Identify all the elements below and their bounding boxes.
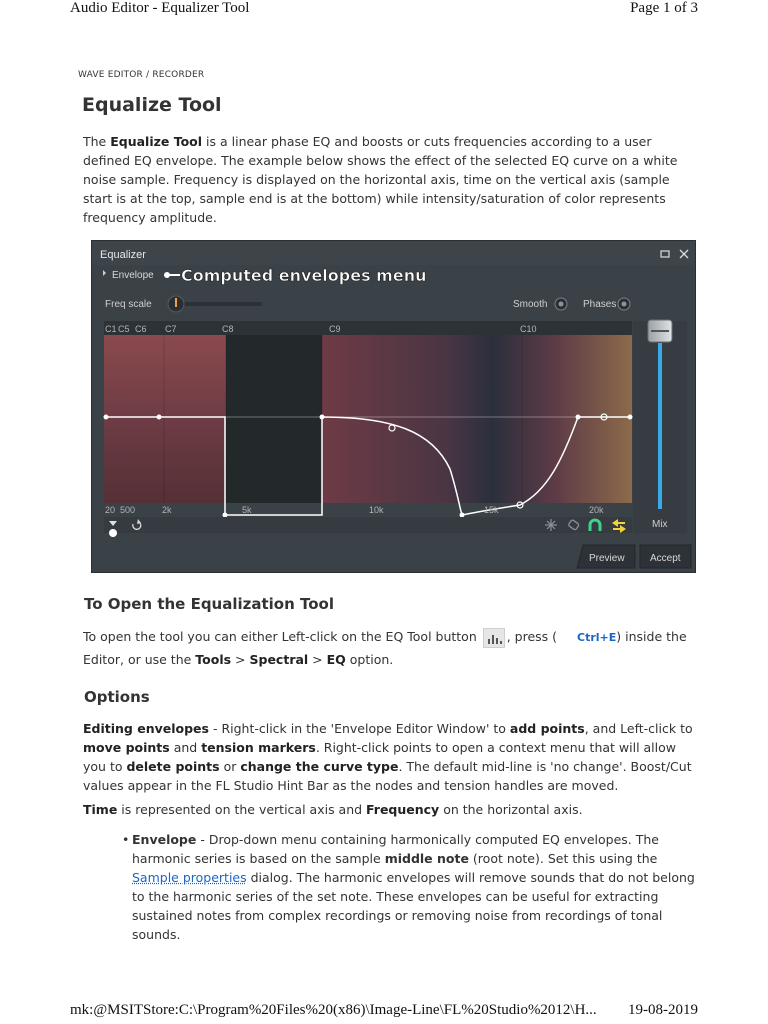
freq-label: 20 — [105, 505, 116, 515]
note-label: C6 — [135, 324, 147, 334]
page-indicator: Page 1 of 3 — [630, 0, 698, 16]
mix-level — [658, 343, 662, 509]
time-frequency-paragraph: Time is represented on the vertical axis and Frequency on the horizontal axis. — [83, 802, 583, 817]
options-list — [118, 830, 698, 944]
eq-tool-button[interactable] — [483, 628, 505, 648]
section-heading-open: To Open the Equalization Tool — [84, 595, 335, 613]
note-label: C8 — [222, 324, 234, 334]
intro-paragraph: The Equalize Tool is a linear phase EQ and boosts or cuts frequencies according to a user defined EQ envelope. The example below shows the effect of the selected EQ curve on a white noise sample. Frequency is displayed on the horizontal axis, time on the vertical axis (sample start is at the top, sample end is at the bottom) while intensity/saturation of color represents frequency amplitude. — [83, 134, 678, 225]
section-heading-options: Options — [84, 688, 150, 706]
freq-label: 2k — [162, 505, 172, 515]
smooth-label: Smooth — [513, 299, 548, 310]
phases-label: Phases — [583, 299, 617, 310]
note-label: C9 — [329, 324, 341, 334]
equalizer-window — [91, 240, 696, 573]
document-title: Audio Editor - Equalizer Tool — [70, 0, 250, 16]
freq-label: 500 — [120, 505, 136, 515]
freq-scale-slider[interactable] — [174, 302, 262, 306]
freq-label: 5k — [242, 505, 252, 515]
print-header — [70, 0, 698, 20]
note-label: C1 — [105, 324, 117, 334]
note-label: C10 — [520, 324, 537, 334]
preview-button-label: Preview — [589, 553, 625, 564]
shortcut-ctrl-e: Ctrl+E — [577, 631, 617, 644]
equalizer-title: Equalizer — [100, 249, 146, 261]
print-date: 19-08-2019 — [628, 1002, 698, 1018]
envelope-arrow-icon — [103, 270, 106, 276]
note-label: C5 — [118, 324, 130, 334]
accept-button-label: Accept — [650, 553, 681, 564]
freq-scale-label: Freq scale — [105, 299, 152, 310]
eq-bars-icon — [484, 629, 504, 647]
breadcrumb: WAVE EDITOR / RECORDER — [78, 70, 205, 80]
callout-envelopes: Computed envelopes menu — [181, 266, 427, 285]
note-label: C7 — [165, 324, 177, 334]
editing-envelopes-paragraph: Editing envelopes - Right-click in the 'Envelope Editor Window' to add points, and Left-click to move points and tension markers. Right-click points to open a context menu that will allow you to delete points or change the curve type. The default mid-line is 'no change'. Boost/Cut values appear in the FL Studio Hint Bar as the nodes and tension handles are moved. — [83, 721, 693, 793]
list-item: • Envelope - Drop-down menu containing harmonically computed EQ envelopes. The harmonic series is based on the sample middle note (root note). Set this using the Sample properties dialog. The harmonic envelopes will remove sounds that do not belong to the harmonic series of the set note. These envelopes can be useful for extracting sustained notes from complex recordings or removing noise from recordings of tonal sounds. — [118, 830, 698, 944]
envelope-dropdown[interactable]: Envelope — [112, 270, 154, 281]
sample-properties-link[interactable]: Sample properties — [132, 870, 247, 885]
source-path: mk:@MSITStore:C:\Program%20Files%20(x86)\Image-Line\FL%20Studio%2012\H... — [70, 1002, 597, 1018]
freq-label: 10k — [369, 505, 384, 515]
page-title: Equalize Tool — [82, 94, 222, 116]
open-paragraph: To open the tool you can either Left-click on the EQ Tool button , press ( Ctrl+E) inside the Editor, or use the Tools > Spectral > EQ option. — [83, 629, 687, 667]
freq-label: 20k — [589, 505, 604, 515]
print-footer — [70, 1002, 698, 1022]
freq-label: 15k — [484, 505, 499, 515]
mix-label: Mix — [652, 519, 668, 530]
